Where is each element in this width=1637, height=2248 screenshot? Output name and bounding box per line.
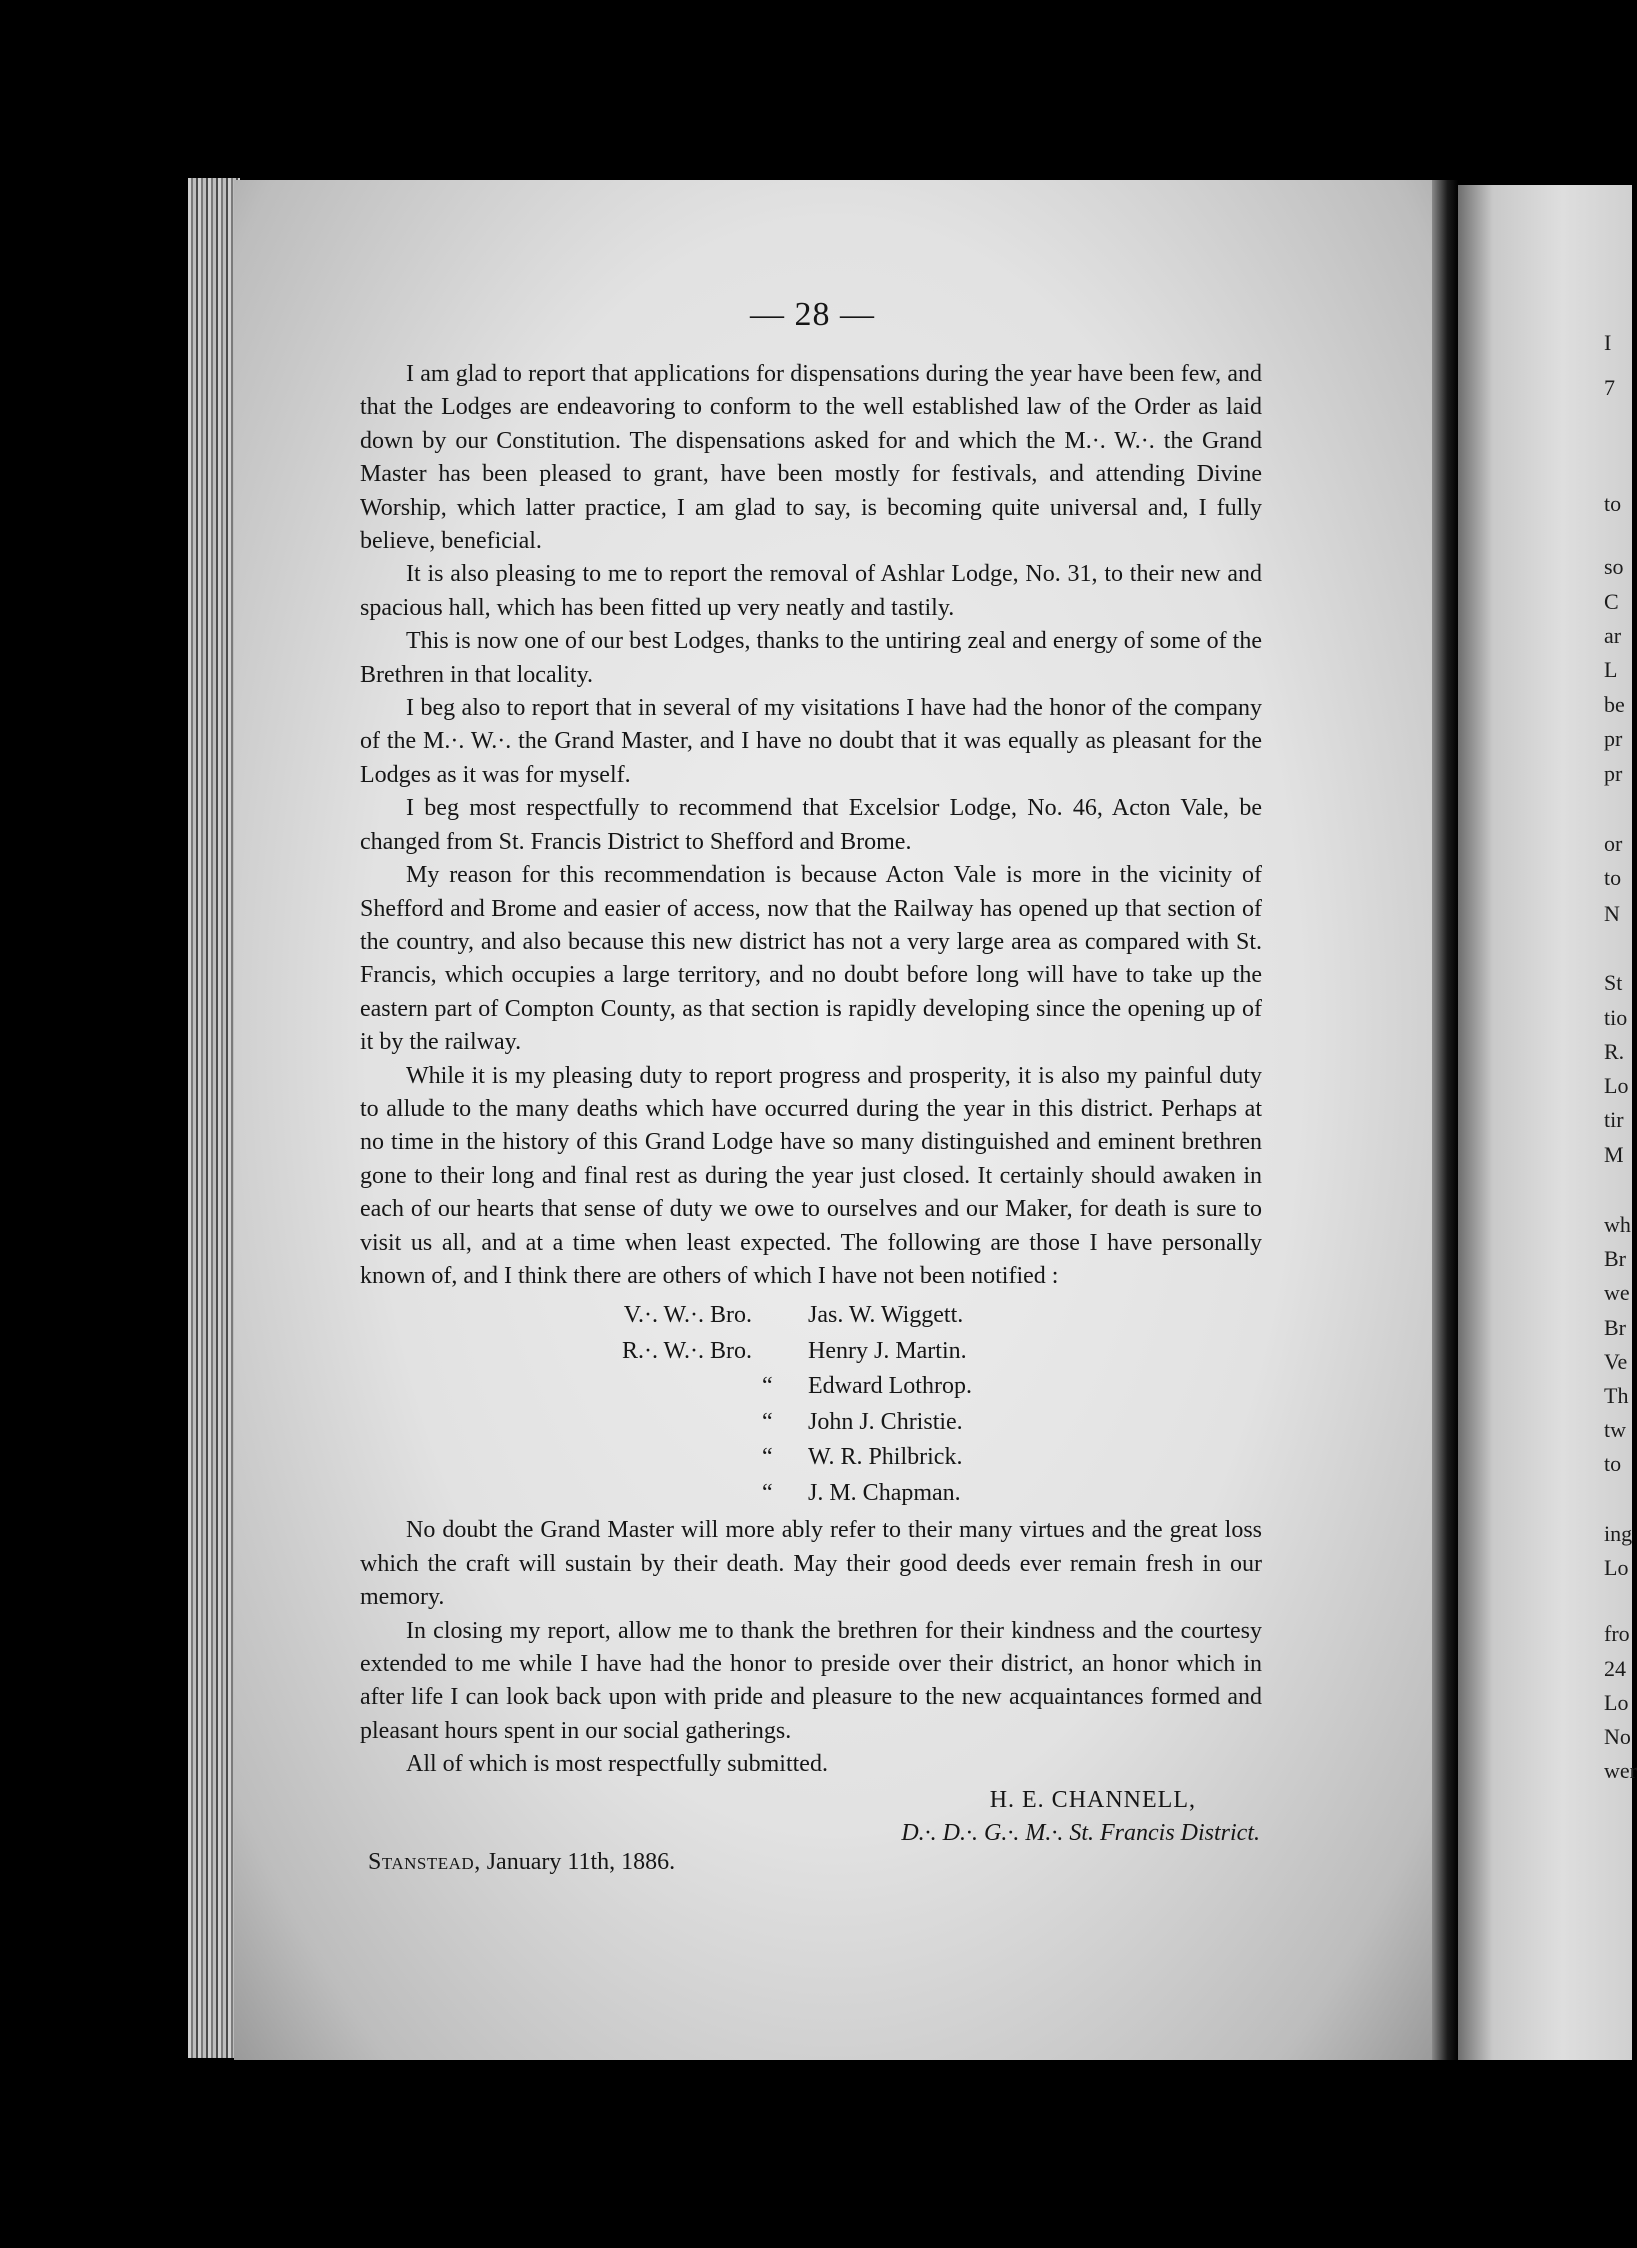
facing-page-fragment: Ve <box>1604 1349 1628 1374</box>
deceased-name: Edward Lothrop. <box>808 1373 972 1400</box>
facing-page-fragment: L <box>1604 657 1618 682</box>
facing-page-fragment: tw <box>1604 1417 1626 1442</box>
paragraph: While it is my pleasing duty to report progress and prosperity, it is also my painful duty to allude to the many deaths which have occurred during the year in this district. Perhaps at no time in the history of this Grand Lodge have so many distinguished and eminent brethren gone to their long and final rest as during the year just closed. It certainly should awaken in each of our hearts that sense of duty we owe to ourselves and our Maker, for death is sure to visit us all, and at a time when least expected. The following are those I have personally known of, and I think there are others of which I have not been notified : <box>360 1062 1262 1289</box>
facing-page-fragment: N <box>1604 901 1620 926</box>
deceased-row <box>360 1477 1262 1513</box>
paragraph: My reason for this recommendation is because Acton Vale is more in the vicinity of Shefford and Brome and easier of access, now that the Railway has opened up that section of the country, and also because this new district has not a very large area as compared with St. Francis, which occupies a large territory, and no doubt before long will have to take up the eastern part of Compton County, as that section is rapidly developing since the opening up of it by the railway. <box>360 862 1262 1056</box>
facing-page-fragment: to <box>1604 1451 1622 1476</box>
deceased-name: Jas. W. Wiggett. <box>808 1302 964 1329</box>
paragraph: No doubt the Grand Master will more ably refer to their many virtues and the great loss which the craft will sustain by their death. May their good deeds ever remain fresh in our memory. <box>360 1517 1262 1611</box>
facing-page-fragment: pr <box>1604 761 1623 786</box>
deceased-list <box>360 1299 1262 1512</box>
facing-page-fragment: to <box>1604 865 1622 890</box>
facing-page-fragment: 7 <box>1604 375 1615 400</box>
facing-page <box>1458 185 1637 2060</box>
paragraph: All of which is most respectfully submitted. <box>406 1751 828 1778</box>
facing-page-fragment: ar <box>1604 623 1622 648</box>
deceased-rank: R.·. W.·. Bro. <box>621 1337 752 1364</box>
deceased-row <box>360 1335 1262 1371</box>
signature-name: H. E. CHANNELL, <box>989 1786 1196 1813</box>
ditto-mark: “ <box>762 1373 773 1400</box>
facing-page-fragment: tio <box>1604 1005 1628 1030</box>
facing-page-fragment: R. <box>1604 1039 1625 1064</box>
ditto-mark: “ <box>762 1444 773 1471</box>
facing-page-fragment: fro <box>1604 1621 1630 1646</box>
deceased-row <box>360 1299 1262 1335</box>
facing-page-fragment: ing <box>1604 1521 1633 1546</box>
dateline <box>368 1846 1262 1879</box>
report-text <box>360 358 1262 1880</box>
facing-page-fragment: we <box>1604 1280 1630 1305</box>
paragraph: I beg most respectfully to recommend that Excelsior Lodge, No. 46, Acton Vale, be changed from St. Francis District to Shefford and Brome. <box>360 795 1262 855</box>
ditto-mark: “ <box>762 1408 773 1435</box>
facing-page-fragment: St <box>1604 970 1623 995</box>
facing-page-fragment: C <box>1604 589 1619 614</box>
deceased-name: W. R. Philbrick. <box>808 1444 963 1471</box>
facing-page-fragment: to <box>1604 491 1622 516</box>
facing-page-fragment: No <box>1604 1724 1631 1749</box>
deceased-row <box>360 1441 1262 1477</box>
book-gutter <box>1432 180 1458 2060</box>
facing-page-fragment: or <box>1604 831 1623 856</box>
facing-page-fragment: I <box>1604 330 1612 355</box>
facing-page-fragment: M <box>1604 1142 1624 1167</box>
facing-page-fragment: wh <box>1604 1212 1631 1237</box>
dateline-date: January 11th, 1886. <box>486 1849 676 1876</box>
facing-page-fragment: Lo <box>1604 1690 1629 1715</box>
facing-page-fragment: 24 <box>1604 1656 1626 1681</box>
signature-title: D.·. D.·. G.·. M.·. St. Francis District. <box>901 1820 1260 1847</box>
deceased-name: John J. Christie. <box>808 1408 963 1435</box>
dateline-place: Stanstead, <box>368 1849 481 1876</box>
facing-page-fragment: Lo <box>1604 1073 1629 1098</box>
page-number: — 28 — <box>750 296 875 333</box>
paragraph: This is now one of our best Lodges, thanks to the untiring zeal and energy of some of the Brethren in that locality. <box>360 628 1262 688</box>
ditto-mark: “ <box>762 1479 773 1506</box>
book-edge <box>188 178 240 2058</box>
deceased-rank: V.·. W.·. Bro. <box>623 1302 752 1329</box>
deceased-row <box>360 1370 1262 1406</box>
deceased-name: Henry J. Martin. <box>808 1337 967 1364</box>
facing-page-fragment: so <box>1604 554 1624 579</box>
facing-page-fragment: Th <box>1604 1383 1629 1408</box>
facing-page-fragment: pr <box>1604 726 1623 751</box>
deceased-name: J. M. Chapman. <box>808 1479 961 1506</box>
facing-page-fragment: Lo <box>1604 1555 1629 1580</box>
facing-page-fragment: tir <box>1604 1107 1624 1132</box>
deceased-row <box>360 1406 1262 1442</box>
paragraph: In closing my report, allow me to thank the brethren for their kindness and the courtesy extended to me while I have had the honor to preside over their district, an honor which in after life I can look back upon with pride and pleasure to the new acquaintances formed and pleasant hours spent in our social gatherings. <box>360 1617 1262 1744</box>
facing-page-fragment: wer <box>1604 1758 1637 1783</box>
paragraph: I beg also to report that in several of my visitations I have had the honor of the company of the M.·. W.·. the Grand Master, and I have no doubt that it was equally as pleasant for the Lodges as it was for myself. <box>360 695 1262 788</box>
facing-page-fragment: Br <box>1604 1315 1626 1340</box>
paragraph: I am glad to report that applications for dispensations during the year have been few, and that the Lodges are endeavoring to conform to the well established law of the Order as laid down by our Constitution. The dispensations asked for and which the M.·. W.·. the Grand Master has been pleased to grant, have been mostly for festivals, and attending Divine Worship, which latter practice, I am glad to say, is becoming quite universal and, I fully believe, beneficial. <box>360 361 1262 555</box>
facing-page-fragment: be <box>1604 692 1625 717</box>
facing-page-fragment: Br <box>1604 1246 1626 1271</box>
paragraph: It is also pleasing to me to report the removal of Ashlar Lodge, No. 31, to their new and spacious hall, which has been fitted up very neatly and tastily. <box>360 561 1262 621</box>
